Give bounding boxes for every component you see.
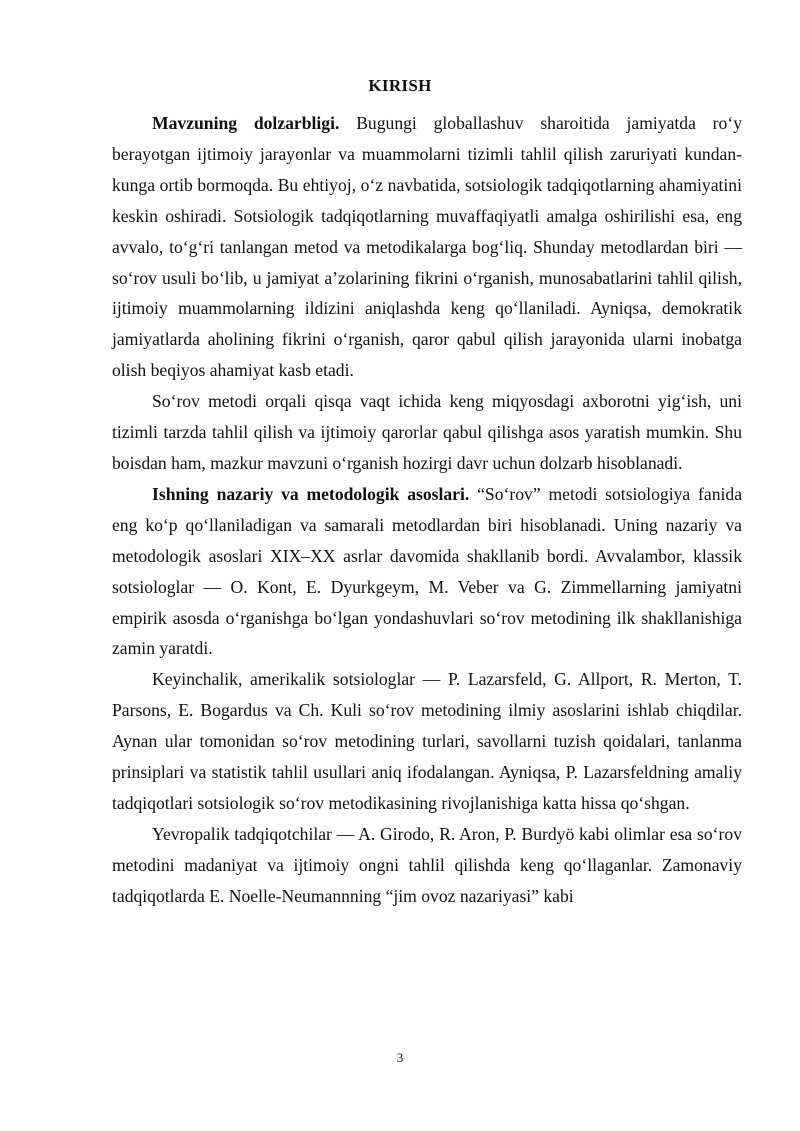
page-title: KIRISH [368, 76, 432, 95]
paragraph-text: So‘rov metodi orqali qisqa vaqt ichida keng miqyosdagi axborotni yig‘ish, uni tizimli tarzda tahlil qilish va ijtimoiy qarorlar qabul qilishga asos yaratish mumkin. Shu boisdan ham, mazkur mavzuni o‘rganish hozirgi davr uchun dolzarb hisoblanadi. [112, 391, 742, 473]
document-body [112, 108, 742, 912]
paragraph-lead: Mavzuning dolzarbligi. [152, 113, 340, 133]
page-number: 3 [396, 1050, 404, 1065]
paragraph-text: “So‘rov” metodi sotsiologiya fanida eng ko‘p qo‘llaniladigan va samarali metodlardan biri hisoblanadi. Uning nazariy va metodologik asoslari XIX–XX asrlar davomida shakllanib bordi. Avvalambor, klassik sotsiologlar — O. Kont, E. Dyurkgeym, M. Veber va G. Zimmellarning jamiyatni empirik asosda o‘rganishga bo‘lgan yondashuvlari so‘rov metodining ilk shakllanishiga zamin yaratdi. [112, 483, 742, 659]
paragraph-theoretical-basis [112, 479, 742, 664]
paragraph-text: Yevropalik tadqiqotchilar — A. Girodo, R. Aron, P. Burdyö kabi olimlar esa so‘rov metodini madaniyat va ijtimoiy ongni tahlil qilishda keng qo‘llaganlar. Zamonaviy tadqiqotlarda E. Noelle-Neumannning “jim ovoz nazariyasi” kabi [112, 823, 742, 906]
paragraph-text: Keyinchalik, amerikalik sotsiologlar — P. Lazarsfeld, G. Allport, R. Merton, T. Parsons, E. Bogardus va Ch. Kuli so‘rov metodining ilmiy asoslarini ishlab chiqdilar. Aynan ular tomonidan so‘rov metodining turlari, savollarni tuzish qoidalari, tanlanma prinsiplari va statistik tahlil usullari aniq ifodalangan. Ayniqsa, P. Lazarsfeldning amaliy tadqiqotlari sotsiologik so‘rov metodikasining rivojlanishiga katta hissa qo‘shgan. [112, 669, 742, 813]
paragraph-relevance [112, 108, 742, 386]
paragraph-lead: Ishning nazariy va metodologik asoslari. [152, 483, 470, 504]
paragraph-american-sociologists [112, 664, 742, 819]
paragraph-european-researchers [112, 819, 742, 912]
paragraph-survey-method [112, 386, 742, 479]
paragraph-text: Bugungi globallashuv sharoitida jamiyatda ro‘y berayotgan ijtimoiy jarayonlar va muammolarni tizimli tahlil qilish zaruriyati kundan-kunga ortib bormoqda. Bu ehtiyoj, o‘z navbatida, sotsiologik tadqiqotlarning ahamiyatini keskin oshiradi. Sotsiologik tadqiqotlarning muvaffaqiyatli amalga oshirilishi esa, eng avvalo, to‘g‘ri tanlangan metod va metodikalarga bog‘liq. Shunday metodlardan biri — so‘rov usuli bo‘lib, u jamiyat a’zolarining fikrini o‘rganish, munosabatlarini tahlil qilish, ijtimoiy muammolarning ildizini aniqlashda keng qo‘llaniladi. Ayniqsa, demokratik jamiyatlarda aholining fikrini o‘rganish, qaror qabul qilish jarayonida ularni inobatga olish beqiyos ahamiyat kasb etadi. [112, 113, 742, 381]
